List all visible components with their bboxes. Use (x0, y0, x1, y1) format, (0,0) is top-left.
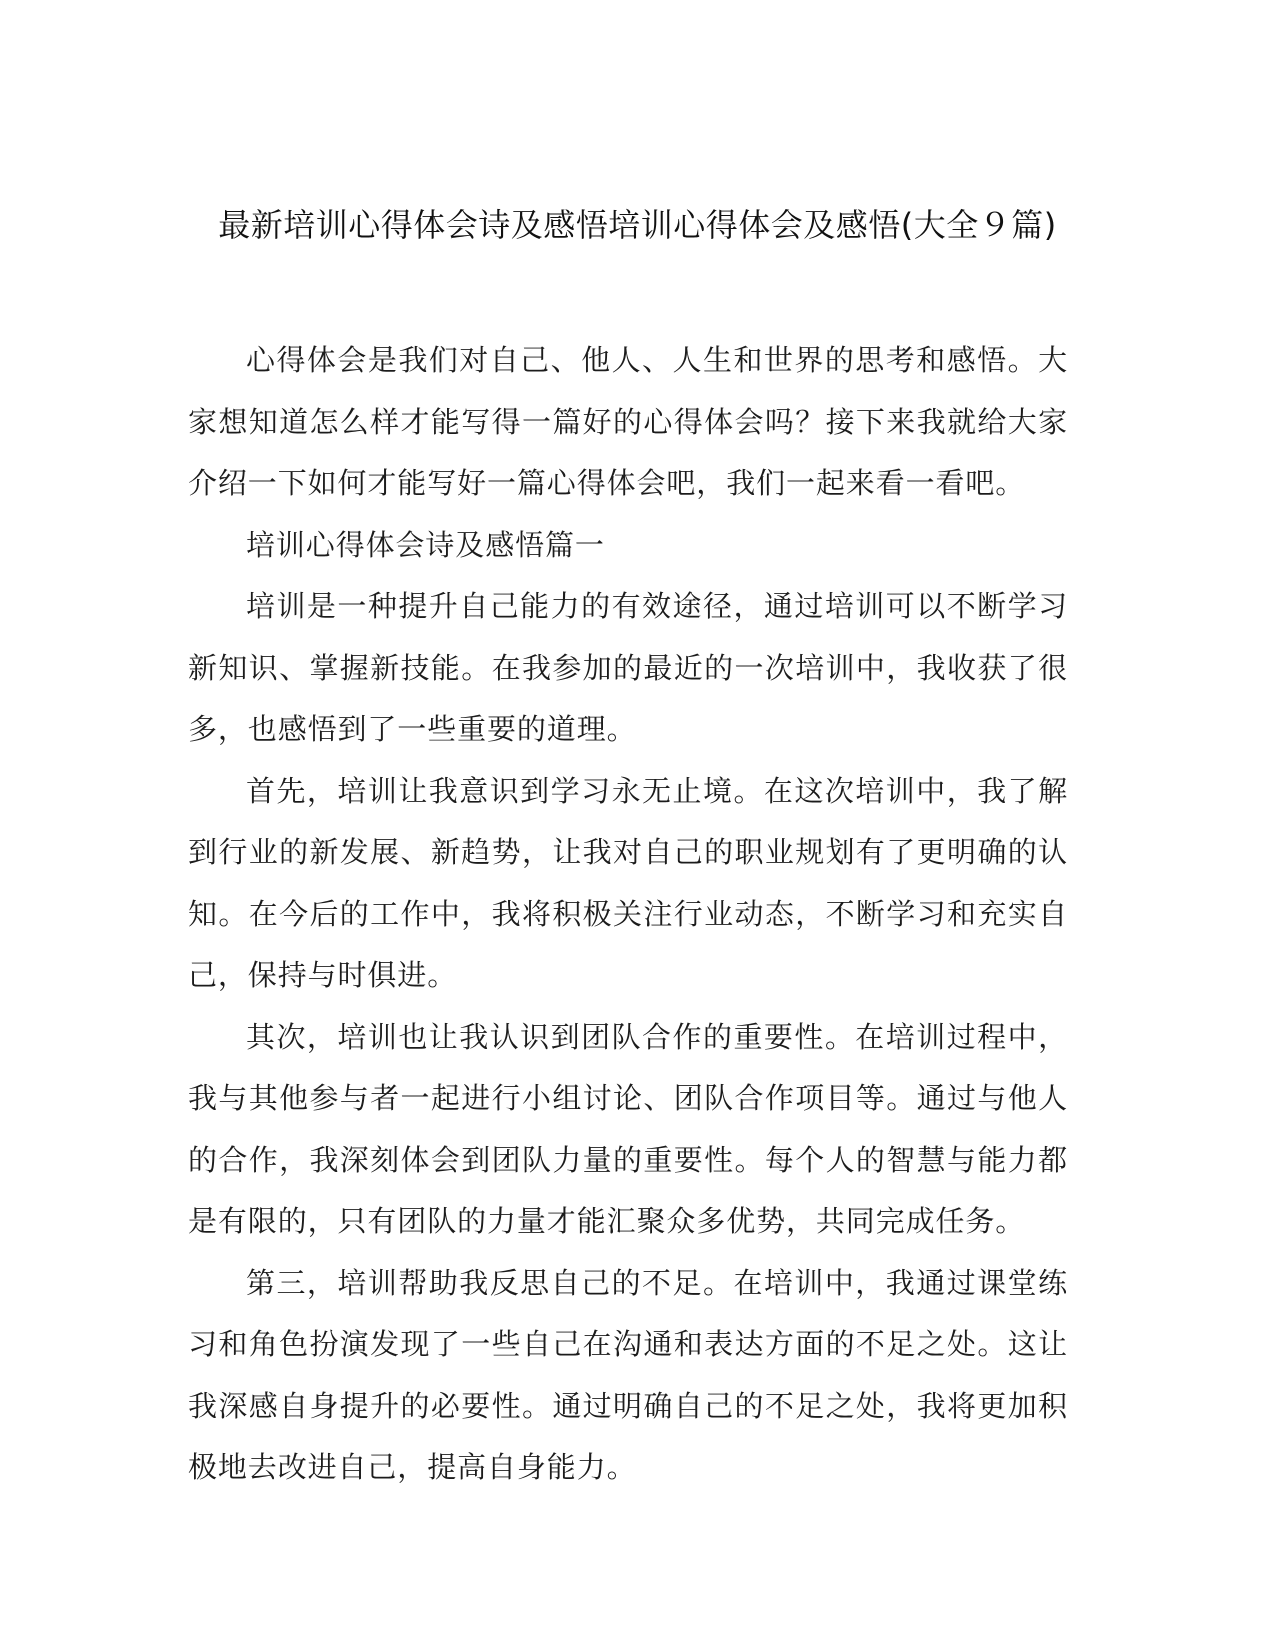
body-paragraph: 第三，培训帮助我反思自己的不足。在培训中，我通过课堂练习和角色扮演发现了一些自己在沟通和表达方面的不足之处。这让我深感自身提升的必要性。通过明确自己的不足之处，我将更加积极地去改进自己，提高自身能力。 (188, 1265, 1068, 1484)
document-title: 最新培训心得体会诗及感悟培训心得体会及感悟(大全９篇) (218, 206, 1057, 244)
body-paragraph: 首先，培训让我意识到学习永无止境。在这次培训中，我了解到行业的新发展、新趋势，让我对自己的职业规划有了更明确的认知。在今后的工作中，我将积极关注行业动态，不断学习和充实自己，保持与时俱进。 (188, 773, 1068, 992)
body-paragraph: 培训是一种提升自己能力的有效途径，通过培训可以不断学习新知识、掌握新技能。在我参加的最近的一次培训中，我收获了很多，也感悟到了一些重要的道理。 (188, 589, 1068, 746)
document-body (188, 330, 1068, 1499)
section-heading: 培训心得体会诗及感悟篇一 (246, 527, 605, 562)
body-paragraph: 其次，培训也让我认识到团队合作的重要性。在培训过程中，我与其他参与者一起进行小组讨论、团队合作项目等。通过与他人的合作，我深刻体会到团队力量的重要性。每个人的智慧与能力都是有限的，只有团队的力量才能汇聚众多优势，共同完成任务。 (188, 1019, 1068, 1238)
intro-paragraph: 心得体会是我们对自己、他人、人生和世界的思考和感悟。大家想知道怎么样才能写得一篇好的心得体会吗？接下来我就给大家介绍一下如何才能写好一篇心得体会吧，我们一起来看一看吧。 (188, 343, 1068, 500)
